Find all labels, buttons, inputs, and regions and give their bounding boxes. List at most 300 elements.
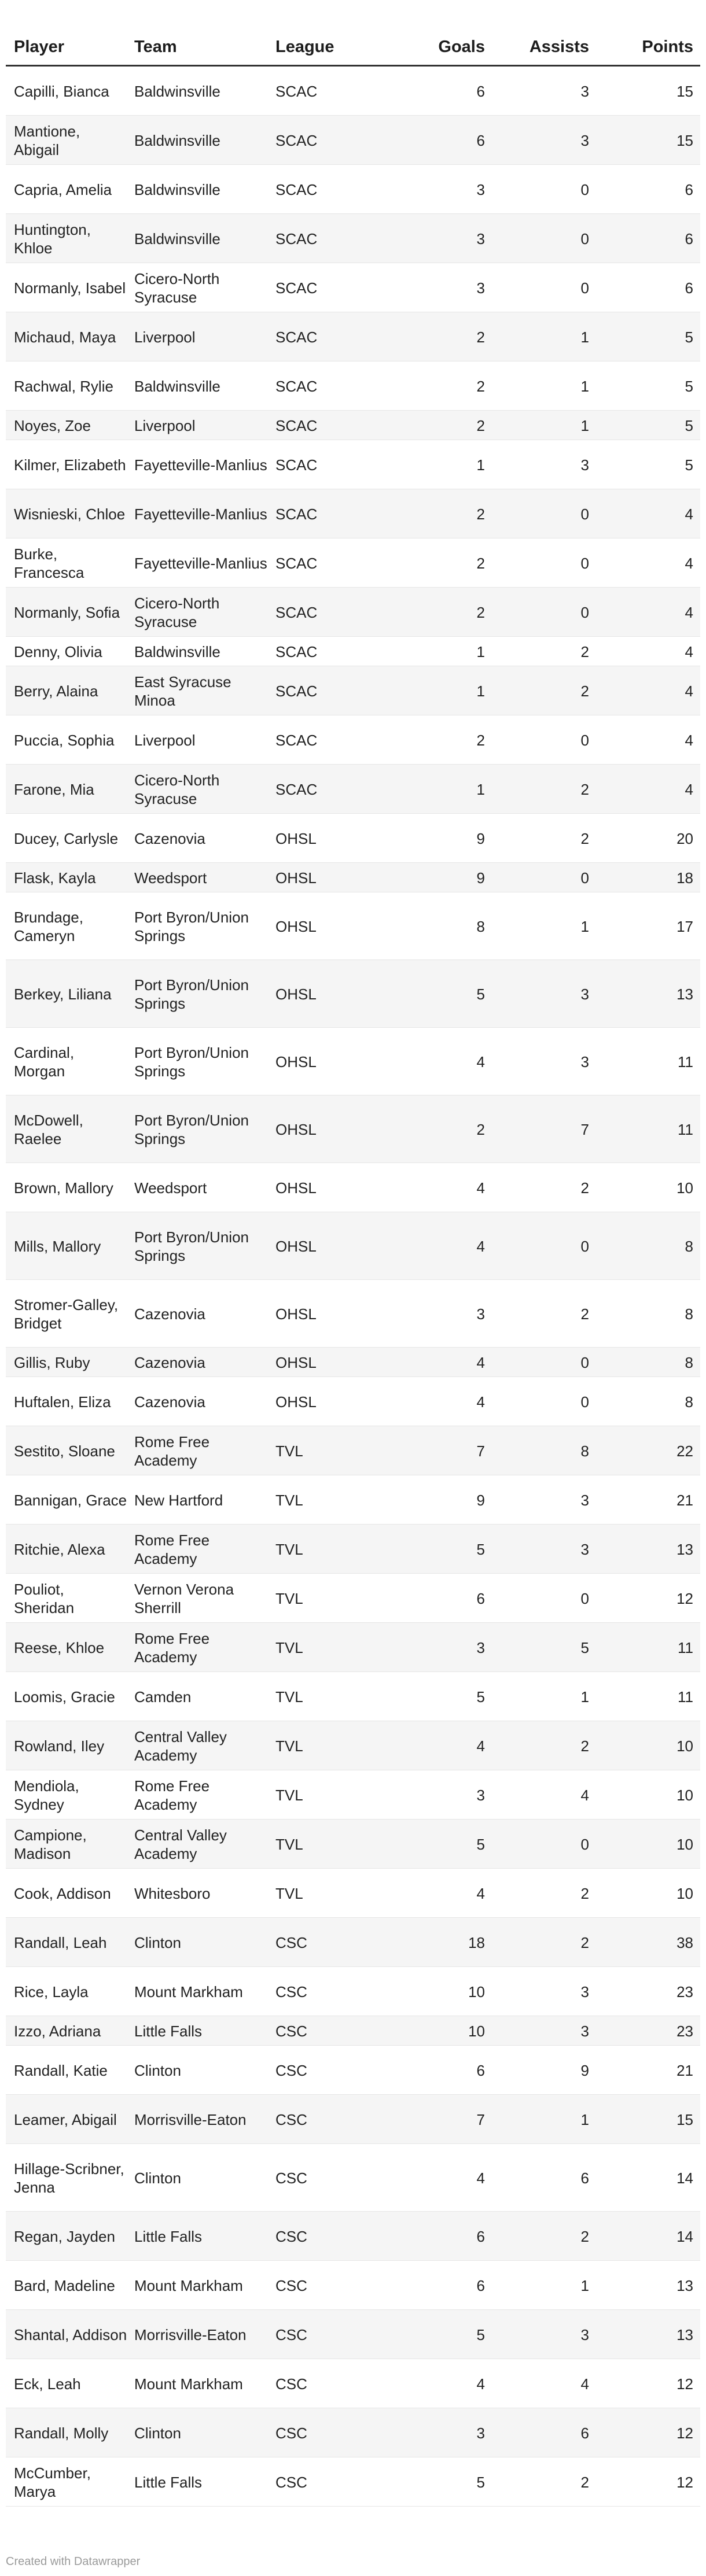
team-cell: Cicero-North Syracuse	[134, 263, 275, 312]
league-cell: CSC	[275, 2457, 399, 2507]
player-cell: Rachwal, Rylie	[6, 361, 134, 411]
team-cell: Little Falls	[134, 2212, 275, 2261]
goals-cell: 2	[399, 411, 492, 440]
team-cell: East Syracuse Minoa	[134, 666, 275, 715]
points-cell: 4	[596, 666, 700, 715]
player-cell: Regan, Jayden	[6, 2212, 134, 2261]
assists-cell: 9	[492, 2046, 596, 2095]
league-cell: SCAC	[275, 440, 399, 489]
table-row	[6, 66, 700, 116]
column-header-player[interactable]: Player	[6, 0, 134, 66]
player-cell: Eck, Leah	[6, 2359, 134, 2408]
player-cell: Flask, Kayla	[6, 863, 134, 892]
goals-cell: 2	[399, 312, 492, 361]
league-cell: OHSL	[275, 863, 399, 892]
team-cell: Port Byron/Union Springs	[134, 1095, 275, 1163]
player-cell: Noyes, Zoe	[6, 411, 134, 440]
assists-cell: 3	[492, 66, 596, 116]
points-cell: 20	[596, 814, 700, 863]
points-cell: 21	[596, 2046, 700, 2095]
column-header-assists[interactable]: Assists	[492, 0, 596, 66]
column-header-league[interactable]: League	[275, 0, 399, 66]
points-cell: 10	[596, 1721, 700, 1770]
table-row	[6, 2261, 700, 2310]
points-cell: 13	[596, 1525, 700, 1574]
team-cell: Port Byron/Union Springs	[134, 960, 275, 1028]
team-cell: Baldwinsville	[134, 66, 275, 116]
player-cell: Ritchie, Alexa	[6, 1525, 134, 1574]
team-cell: Liverpool	[134, 411, 275, 440]
table-row	[6, 2046, 700, 2095]
player-cell: Sestito, Sloane	[6, 1426, 134, 1475]
team-cell: Fayetteville-Manlius	[134, 489, 275, 538]
goals-cell: 9	[399, 863, 492, 892]
assists-cell: 1	[492, 892, 596, 960]
points-cell: 10	[596, 1820, 700, 1869]
team-cell: Port Byron/Union Springs	[134, 892, 275, 960]
goals-cell: 5	[399, 2310, 492, 2359]
table-row	[6, 2212, 700, 2261]
team-cell: Rome Free Academy	[134, 1770, 275, 1820]
points-cell: 4	[596, 538, 700, 588]
team-cell: Cazenovia	[134, 814, 275, 863]
team-cell: Port Byron/Union Springs	[134, 1212, 275, 1280]
points-cell: 23	[596, 2016, 700, 2046]
assists-cell: 4	[492, 1770, 596, 1820]
points-cell: 4	[596, 588, 700, 637]
player-cell: Brown, Mallory	[6, 1163, 134, 1212]
league-cell: OHSL	[275, 1212, 399, 1280]
points-cell: 21	[596, 1475, 700, 1525]
goals-cell: 3	[399, 2408, 492, 2457]
league-cell: TVL	[275, 1820, 399, 1869]
league-cell: CSC	[275, 2261, 399, 2310]
points-cell: 4	[596, 765, 700, 814]
table-row	[6, 116, 700, 165]
player-cell: Rice, Layla	[6, 1967, 134, 2016]
table-row	[6, 715, 700, 765]
assists-cell: 7	[492, 1095, 596, 1163]
goals-cell: 6	[399, 2046, 492, 2095]
goals-cell: 4	[399, 2144, 492, 2212]
assists-cell: 2	[492, 1721, 596, 1770]
league-cell: SCAC	[275, 361, 399, 411]
table-row	[6, 666, 700, 715]
assists-cell: 3	[492, 1525, 596, 1574]
goals-cell: 8	[399, 892, 492, 960]
player-cell: Kilmer, Elizabeth	[6, 440, 134, 489]
team-cell: Port Byron/Union Springs	[134, 1028, 275, 1095]
player-cell: McDowell, Raelee	[6, 1095, 134, 1163]
goals-cell: 3	[399, 1770, 492, 1820]
table-row	[6, 1426, 700, 1475]
assists-cell: 5	[492, 1623, 596, 1672]
player-cell: Normanly, Sofia	[6, 588, 134, 637]
team-cell: Rome Free Academy	[134, 1426, 275, 1475]
column-header-goals[interactable]: Goals	[399, 0, 492, 66]
league-cell: CSC	[275, 1918, 399, 1967]
table-row	[6, 814, 700, 863]
league-cell: OHSL	[275, 1095, 399, 1163]
points-cell: 6	[596, 214, 700, 263]
team-cell: Rome Free Academy	[134, 1623, 275, 1672]
points-cell: 11	[596, 1672, 700, 1721]
assists-cell: 0	[492, 1377, 596, 1426]
goals-cell: 5	[399, 1672, 492, 1721]
league-cell: OHSL	[275, 892, 399, 960]
league-cell: TVL	[275, 1721, 399, 1770]
points-cell: 12	[596, 2457, 700, 2507]
league-cell: OHSL	[275, 814, 399, 863]
team-cell: Liverpool	[134, 715, 275, 765]
team-cell: Weedsport	[134, 863, 275, 892]
header-row	[6, 0, 700, 66]
league-cell: TVL	[275, 1623, 399, 1672]
goals-cell: 3	[399, 1623, 492, 1672]
player-cell: McCumber, Marya	[6, 2457, 134, 2507]
team-cell: Liverpool	[134, 312, 275, 361]
points-cell: 5	[596, 361, 700, 411]
table-row	[6, 960, 700, 1028]
team-cell: New Hartford	[134, 1475, 275, 1525]
points-cell: 8	[596, 1280, 700, 1348]
assists-cell: 3	[492, 116, 596, 165]
table-header	[6, 0, 700, 66]
assists-cell: 2	[492, 1869, 596, 1918]
table-row	[6, 1377, 700, 1426]
player-cell: Huftalen, Eliza	[6, 1377, 134, 1426]
player-cell: Rowland, Iley	[6, 1721, 134, 1770]
league-cell: TVL	[275, 1770, 399, 1820]
league-cell: TVL	[275, 1525, 399, 1574]
table-row	[6, 1475, 700, 1525]
team-cell: Central Valley Academy	[134, 1721, 275, 1770]
points-cell: 15	[596, 2095, 700, 2144]
table-row	[6, 2016, 700, 2046]
league-cell: SCAC	[275, 411, 399, 440]
player-cell: Campione, Madison	[6, 1820, 134, 1869]
points-cell: 6	[596, 165, 700, 214]
team-cell: Cazenovia	[134, 1377, 275, 1426]
points-cell: 10	[596, 1163, 700, 1212]
points-cell: 4	[596, 637, 700, 666]
league-cell: OHSL	[275, 1163, 399, 1212]
assists-cell: 2	[492, 1918, 596, 1967]
points-cell: 11	[596, 1095, 700, 1163]
player-cell: Randall, Molly	[6, 2408, 134, 2457]
goals-cell: 2	[399, 361, 492, 411]
assists-cell: 6	[492, 2408, 596, 2457]
team-cell: Camden	[134, 1672, 275, 1721]
points-cell: 13	[596, 960, 700, 1028]
points-cell: 12	[596, 2359, 700, 2408]
player-cell: Ducey, Carlysle	[6, 814, 134, 863]
player-cell: Huntington, Khloe	[6, 214, 134, 263]
team-cell: Baldwinsville	[134, 361, 275, 411]
table-row	[6, 1163, 700, 1212]
goals-cell: 9	[399, 814, 492, 863]
table-row	[6, 2359, 700, 2408]
league-cell: TVL	[275, 1475, 399, 1525]
team-cell: Mount Markham	[134, 1967, 275, 2016]
goals-cell: 7	[399, 1426, 492, 1475]
assists-cell: 1	[492, 2095, 596, 2144]
table-row	[6, 1574, 700, 1623]
team-cell: Fayetteville-Manlius	[134, 440, 275, 489]
table-row	[6, 892, 700, 960]
league-cell: SCAC	[275, 116, 399, 165]
goals-cell: 4	[399, 1377, 492, 1426]
assists-cell: 2	[492, 814, 596, 863]
player-cell: Cook, Addison	[6, 1869, 134, 1918]
table-row	[6, 263, 700, 312]
assists-cell: 0	[492, 1348, 596, 1377]
table-row	[6, 1918, 700, 1967]
assists-cell: 2	[492, 666, 596, 715]
goals-cell: 1	[399, 637, 492, 666]
player-cell: Wisnieski, Chloe	[6, 489, 134, 538]
league-cell: CSC	[275, 2144, 399, 2212]
goals-cell: 6	[399, 66, 492, 116]
points-cell: 38	[596, 1918, 700, 1967]
goals-cell: 4	[399, 1869, 492, 1918]
assists-cell: 1	[492, 2261, 596, 2310]
table-row	[6, 1623, 700, 1672]
team-cell: Baldwinsville	[134, 165, 275, 214]
player-cell: Mantione, Abigail	[6, 116, 134, 165]
datawrapper-credit[interactable]: Created with Datawrapper	[6, 2555, 141, 2568]
goals-cell: 3	[399, 263, 492, 312]
points-cell: 13	[596, 2310, 700, 2359]
table-row	[6, 2144, 700, 2212]
assists-cell: 0	[492, 1574, 596, 1623]
points-cell: 4	[596, 489, 700, 538]
team-cell: Baldwinsville	[134, 214, 275, 263]
goals-cell: 6	[399, 2261, 492, 2310]
table-row	[6, 1721, 700, 1770]
player-cell: Loomis, Gracie	[6, 1672, 134, 1721]
player-cell: Brundage, Cameryn	[6, 892, 134, 960]
assists-cell: 3	[492, 2310, 596, 2359]
goals-cell: 2	[399, 489, 492, 538]
assists-cell: 0	[492, 538, 596, 588]
points-cell: 14	[596, 2144, 700, 2212]
league-cell: TVL	[275, 1869, 399, 1918]
league-cell: CSC	[275, 2016, 399, 2046]
player-cell: Capria, Amelia	[6, 165, 134, 214]
points-cell: 8	[596, 1348, 700, 1377]
assists-cell: 0	[492, 588, 596, 637]
assists-cell: 3	[492, 440, 596, 489]
column-header-points[interactable]: Points	[596, 0, 700, 66]
assists-cell: 6	[492, 2144, 596, 2212]
league-cell: CSC	[275, 2046, 399, 2095]
table-body	[6, 66, 700, 2507]
points-cell: 15	[596, 66, 700, 116]
team-cell: Little Falls	[134, 2457, 275, 2507]
stats-table	[6, 0, 700, 2507]
player-cell: Hillage-Scribner, Jenna	[6, 2144, 134, 2212]
table-row	[6, 1280, 700, 1348]
assists-cell: 1	[492, 361, 596, 411]
team-cell: Baldwinsville	[134, 637, 275, 666]
player-cell: Cardinal, Morgan	[6, 1028, 134, 1095]
goals-cell: 4	[399, 2359, 492, 2408]
player-cell: Normanly, Isabel	[6, 263, 134, 312]
goals-cell: 4	[399, 1212, 492, 1280]
goals-cell: 10	[399, 1967, 492, 2016]
league-cell: SCAC	[275, 66, 399, 116]
assists-cell: 8	[492, 1426, 596, 1475]
points-cell: 11	[596, 1623, 700, 1672]
points-cell: 23	[596, 1967, 700, 2016]
league-cell: OHSL	[275, 960, 399, 1028]
player-cell: Gillis, Ruby	[6, 1348, 134, 1377]
goals-cell: 2	[399, 715, 492, 765]
goals-cell: 5	[399, 1525, 492, 1574]
league-cell: SCAC	[275, 666, 399, 715]
table-row	[6, 214, 700, 263]
league-cell: CSC	[275, 1967, 399, 2016]
table-row	[6, 1967, 700, 2016]
table-row	[6, 1820, 700, 1869]
goals-cell: 6	[399, 116, 492, 165]
points-cell: 6	[596, 263, 700, 312]
assists-cell: 2	[492, 765, 596, 814]
goals-cell: 4	[399, 1163, 492, 1212]
league-cell: SCAC	[275, 214, 399, 263]
table-row	[6, 588, 700, 637]
league-cell: CSC	[275, 2095, 399, 2144]
league-cell: SCAC	[275, 715, 399, 765]
player-cell: Bannigan, Grace	[6, 1475, 134, 1525]
team-cell: Vernon Verona Sherrill	[134, 1574, 275, 1623]
table-row	[6, 165, 700, 214]
team-cell: Clinton	[134, 2408, 275, 2457]
team-cell: Central Valley Academy	[134, 1820, 275, 1869]
points-cell: 13	[596, 2261, 700, 2310]
table-row	[6, 1770, 700, 1820]
assists-cell: 3	[492, 960, 596, 1028]
team-cell: Little Falls	[134, 2016, 275, 2046]
goals-cell: 2	[399, 538, 492, 588]
goals-cell: 9	[399, 1475, 492, 1525]
player-cell: Michaud, Maya	[6, 312, 134, 361]
points-cell: 5	[596, 440, 700, 489]
league-cell: SCAC	[275, 165, 399, 214]
player-cell: Mendiola, Sydney	[6, 1770, 134, 1820]
player-cell: Bard, Madeline	[6, 2261, 134, 2310]
assists-cell: 0	[492, 263, 596, 312]
assists-cell: 1	[492, 312, 596, 361]
league-cell: TVL	[275, 1426, 399, 1475]
assists-cell: 3	[492, 1028, 596, 1095]
league-cell: SCAC	[275, 637, 399, 666]
assists-cell: 3	[492, 1967, 596, 2016]
league-cell: CSC	[275, 2310, 399, 2359]
goals-cell: 4	[399, 1721, 492, 1770]
team-cell: Cazenovia	[134, 1348, 275, 1377]
player-cell: Leamer, Abigail	[6, 2095, 134, 2144]
table-row	[6, 1525, 700, 1574]
points-cell: 5	[596, 312, 700, 361]
data-table-container	[6, 0, 700, 2507]
player-cell: Burke, Francesca	[6, 538, 134, 588]
assists-cell: 1	[492, 411, 596, 440]
goals-cell: 3	[399, 214, 492, 263]
player-cell: Berkey, Liliana	[6, 960, 134, 1028]
goals-cell: 7	[399, 2095, 492, 2144]
column-header-team[interactable]: Team	[134, 0, 275, 66]
assists-cell: 1	[492, 1672, 596, 1721]
assists-cell: 2	[492, 2457, 596, 2507]
league-cell: OHSL	[275, 1028, 399, 1095]
goals-cell: 18	[399, 1918, 492, 1967]
assists-cell: 0	[492, 489, 596, 538]
points-cell: 5	[596, 411, 700, 440]
player-cell: Capilli, Bianca	[6, 66, 134, 116]
points-cell: 12	[596, 2408, 700, 2457]
goals-cell: 4	[399, 1348, 492, 1377]
points-cell: 22	[596, 1426, 700, 1475]
points-cell: 15	[596, 116, 700, 165]
table-row	[6, 440, 700, 489]
goals-cell: 5	[399, 2457, 492, 2507]
points-cell: 8	[596, 1212, 700, 1280]
table-row	[6, 411, 700, 440]
player-cell: Izzo, Adriana	[6, 2016, 134, 2046]
points-cell: 12	[596, 1574, 700, 1623]
player-cell: Puccia, Sophia	[6, 715, 134, 765]
league-cell: CSC	[275, 2359, 399, 2408]
league-cell: SCAC	[275, 538, 399, 588]
table-row	[6, 361, 700, 411]
table-row	[6, 312, 700, 361]
player-cell: Shantal, Addison	[6, 2310, 134, 2359]
team-cell: Morrisville-Eaton	[134, 2310, 275, 2359]
team-cell: Whitesboro	[134, 1869, 275, 1918]
goals-cell: 1	[399, 765, 492, 814]
goals-cell: 3	[399, 165, 492, 214]
goals-cell: 2	[399, 588, 492, 637]
player-cell: Stromer-Galley, Bridget	[6, 1280, 134, 1348]
points-cell: 11	[596, 1028, 700, 1095]
team-cell: Cazenovia	[134, 1280, 275, 1348]
league-cell: OHSL	[275, 1280, 399, 1348]
league-cell: TVL	[275, 1574, 399, 1623]
assists-cell: 3	[492, 2016, 596, 2046]
goals-cell: 6	[399, 1574, 492, 1623]
table-row	[6, 2310, 700, 2359]
table-row	[6, 2408, 700, 2457]
league-cell: SCAC	[275, 489, 399, 538]
table-row	[6, 863, 700, 892]
assists-cell: 0	[492, 214, 596, 263]
player-cell: Reese, Khloe	[6, 1623, 134, 1672]
table-row	[6, 1212, 700, 1280]
player-cell: Randall, Leah	[6, 1918, 134, 1967]
player-cell: Randall, Katie	[6, 2046, 134, 2095]
goals-cell: 1	[399, 666, 492, 715]
team-cell: Clinton	[134, 1918, 275, 1967]
table-row	[6, 637, 700, 666]
team-cell: Mount Markham	[134, 2261, 275, 2310]
table-row	[6, 2457, 700, 2507]
team-cell: Clinton	[134, 2144, 275, 2212]
team-cell: Weedsport	[134, 1163, 275, 1212]
assists-cell: 2	[492, 1280, 596, 1348]
player-cell: Mills, Mallory	[6, 1212, 134, 1280]
